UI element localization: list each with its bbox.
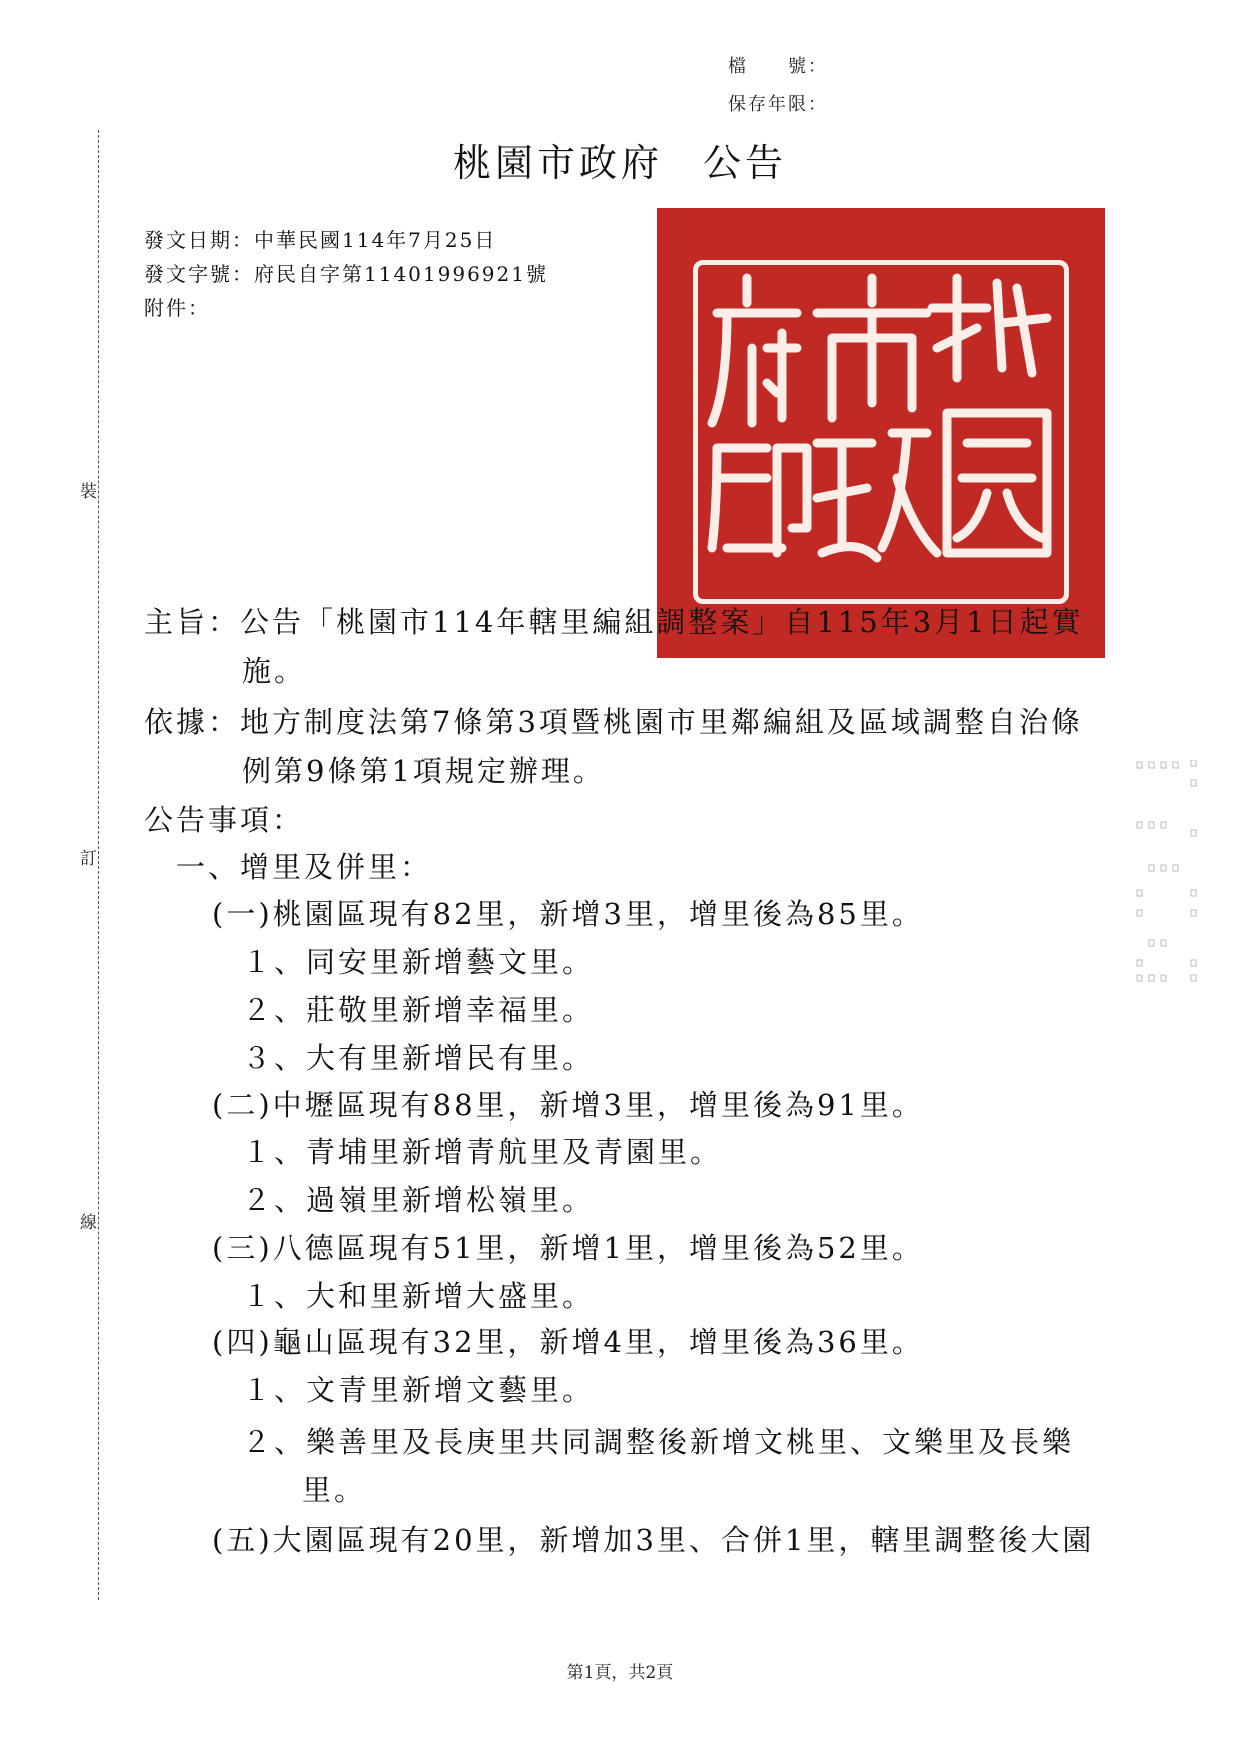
- page-title: [0, 132, 1240, 187]
- attachment-label: 附件：: [144, 296, 210, 320]
- notice-heading: 公告事項：: [144, 803, 305, 837]
- retention-label: 保存年限：: [728, 94, 828, 115]
- scan-artifacts: [1135, 760, 1205, 1010]
- binding-line: [98, 130, 99, 1600]
- binding-char-ding: 訂: [80, 849, 97, 869]
- list-item: ２、莊敬里新增幸福里。: [242, 993, 595, 1027]
- page-indicator: 第1頁，共2頁: [566, 1663, 674, 1683]
- binding-char-zhuang: 裝: [80, 482, 97, 502]
- list-item: 里。: [302, 1473, 367, 1507]
- section-heading: 一、增里及併里：: [176, 850, 433, 884]
- basis-line-1: 依據：地方制度法第7條第3項暨桃園市里鄰編組及區域調整自治條: [144, 705, 1083, 739]
- official-seal: [657, 208, 1105, 658]
- title-type: 公告: [703, 141, 788, 185]
- list-item: ３、大有里新增民有里。: [242, 1041, 595, 1075]
- send-date: 發文日期：中華民國114年7月25日: [144, 228, 497, 252]
- list-item: (四)龜山區現有32里，新增4里，增里後為36里。: [212, 1325, 924, 1359]
- list-item: １、青埔里新增青航里及青園里。: [242, 1135, 723, 1169]
- seal-glyphs: [657, 208, 1105, 658]
- list-item: (二)中壢區現有88里，新增3里，增里後為91里。: [212, 1088, 924, 1122]
- list-item: １、同安里新增藝文里。: [242, 945, 595, 979]
- list-item: １、文青里新增文藝里。: [242, 1373, 595, 1407]
- send-doc-number: 發文字號：府民自字第11401996921號: [144, 262, 548, 286]
- list-item: １、大和里新增大盛里。: [242, 1279, 595, 1313]
- list-item: (五)大園區現有20里，新增加3里、合併1里，轄里調整後大園: [212, 1523, 1095, 1557]
- list-item: (三)八德區現有51里，新增1里，增里後為52里。: [212, 1231, 924, 1265]
- list-item: (一)桃園區現有82里，新增3里，增里後為85里。: [212, 897, 924, 931]
- file-number-label: 檔 號：: [728, 56, 828, 77]
- list-item: ２、過嶺里新增松嶺里。: [242, 1183, 595, 1217]
- binding-char-xian: 線: [80, 1213, 97, 1233]
- list-item: ２、樂善里及長庚里共同調整後新增文桃里、文樂里及長樂: [242, 1425, 1075, 1459]
- basis-line-2: 例第9條第1項規定辦理。: [242, 754, 605, 788]
- title-org: 桃園市政府: [452, 141, 663, 185]
- subject-line-1: 主旨：公告「桃園市114年轄里編組調整案」自115年3月1日起實: [144, 605, 1084, 639]
- subject-line-2: 施。: [242, 654, 307, 688]
